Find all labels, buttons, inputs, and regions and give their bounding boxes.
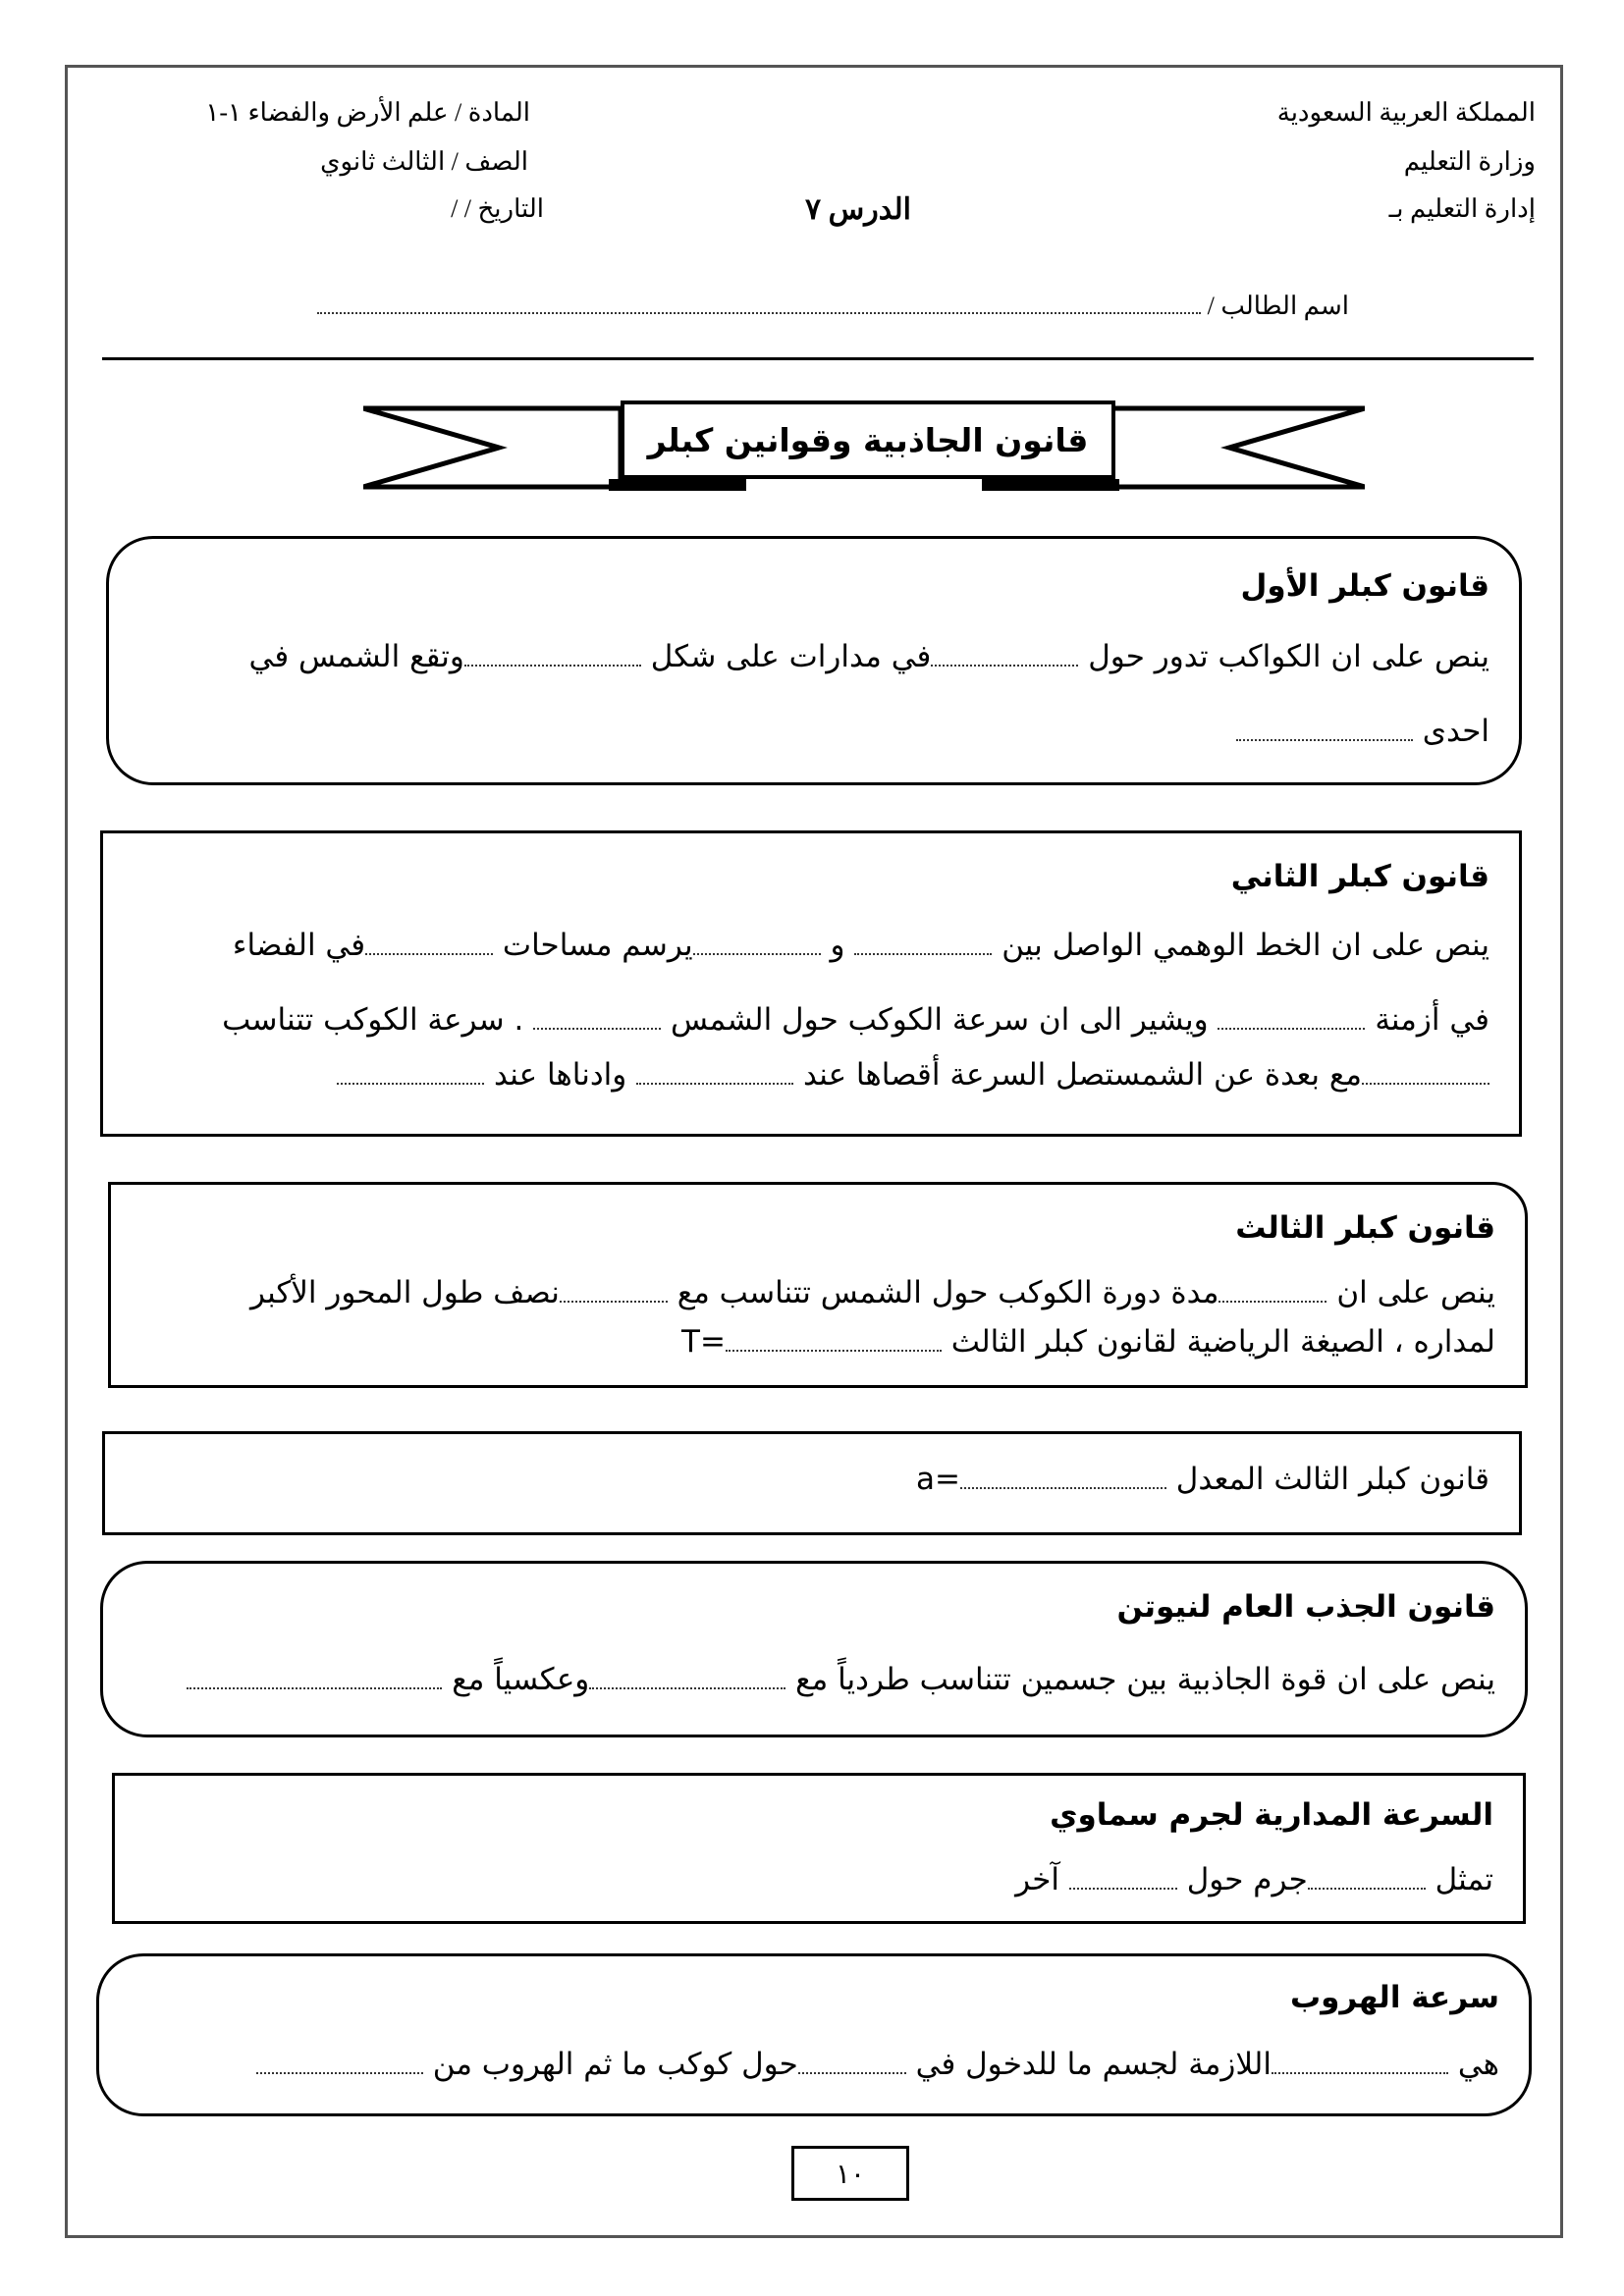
kepler1-line2 (1236, 714, 1489, 749)
kepler2-line2 (222, 1002, 1489, 1038)
kepler2-text: يرسم مساحات (502, 928, 693, 963)
kepler3mod-text: قانون كبلر الثالث المعدل (1175, 1462, 1489, 1497)
blank[interactable] (636, 1061, 793, 1085)
kepler1-text: ينص على ان الكواكب تدور حول (1088, 639, 1489, 674)
orbital-text: آخر (1015, 1862, 1059, 1897)
blank[interactable] (337, 1061, 484, 1085)
newton-box (100, 1561, 1528, 1737)
header-directorate: إدارة التعليم بـ (1388, 194, 1536, 223)
kepler2-text: و (830, 928, 845, 963)
kepler3-text: مدة دورة الكوكب حول الشمس تتناسب مع (677, 1275, 1219, 1310)
kepler2-text: . سرعة الكوكب تتناسب (222, 1002, 524, 1038)
kepler2-text: في الفضاء (232, 928, 366, 963)
orbital-line1 (1015, 1862, 1493, 1897)
blank[interactable] (1308, 1866, 1426, 1890)
blank[interactable] (1272, 2051, 1448, 2074)
blank[interactable] (1069, 1866, 1177, 1890)
student-name-label: اسم الطالب / (1207, 292, 1349, 320)
escape-line1 (256, 2047, 1499, 2082)
escape-text: حول كوكب ما ثم الهروب من (432, 2047, 798, 2082)
header-subject: المادة / علم الأرض والفضاء ١-١ (205, 98, 530, 127)
blank[interactable] (726, 1328, 942, 1352)
kepler3-modified-box (102, 1431, 1522, 1535)
kepler3-text: نصف طول المحور الأكبر (249, 1275, 560, 1310)
kepler2-line1 (233, 928, 1489, 963)
kepler1-text: وتقع الشمس في (248, 639, 464, 674)
kepler1-title: قانون كبلر الأول (1240, 568, 1489, 604)
blank[interactable] (960, 1466, 1166, 1489)
blank[interactable] (589, 1666, 785, 1689)
blank[interactable] (1362, 1061, 1489, 1085)
blank[interactable] (533, 1006, 661, 1030)
kepler2-box (100, 830, 1522, 1137)
kepler1-line1 (249, 639, 1489, 674)
header-date: التاريخ / / (451, 194, 544, 223)
lesson-number: الدرس ٧ (805, 193, 911, 226)
blank[interactable] (1218, 1006, 1365, 1030)
kepler3-box (108, 1182, 1528, 1388)
formula-a: =a (915, 1462, 960, 1497)
blank[interactable] (560, 1279, 668, 1303)
blank[interactable] (365, 932, 493, 955)
student-name-blank[interactable] (317, 291, 1201, 314)
student-name-row (317, 291, 1349, 321)
header-grade: الصف / الثالث ثانوي (320, 147, 528, 176)
kepler2-text: في أزمنة (1375, 1002, 1489, 1038)
kepler2-text: وادناها عند (494, 1057, 627, 1093)
newton-text: وعكسياً مع (452, 1662, 590, 1697)
blank[interactable] (187, 1666, 442, 1689)
header-ministry: وزارة التعليم (1403, 147, 1536, 176)
blank[interactable] (1218, 1279, 1326, 1303)
kepler3-text: لمداره ، الصيغة الرياضية لقانون كبلر الثالث (950, 1324, 1495, 1360)
escape-text: اللازمة لجسم ما للدخول في (915, 2047, 1272, 2082)
newton-line1 (187, 1662, 1495, 1697)
escape-title: سرعة الهروب (1290, 1980, 1499, 2015)
kepler2-title: قانون كبلر الثاني (1230, 859, 1489, 894)
orbital-text: تمثل (1435, 1862, 1493, 1897)
blank[interactable] (854, 932, 992, 955)
kepler1-text: في مدارات على شكل (650, 639, 932, 674)
kepler3-title: قانون كبلر الثالث (1235, 1210, 1495, 1246)
page-number: ١٠ (791, 2146, 909, 2201)
orbital-speed-box (112, 1773, 1526, 1924)
blank[interactable] (931, 643, 1078, 667)
kepler2-text: مع بعدة عن الشمس (1113, 1057, 1362, 1093)
kepler1-box (106, 536, 1522, 785)
kepler3-text: ينص على ان (1336, 1275, 1495, 1310)
page-title: قانون الجاذبية وقوانين كبلر (621, 400, 1115, 479)
kepler2-text: ويشير الى ان سرعة الكوكب حول الشمس (671, 1002, 1209, 1038)
kepler2-line3 (337, 1057, 1489, 1093)
header-divider (102, 357, 1534, 360)
blank[interactable] (256, 2051, 423, 2074)
blank[interactable] (464, 643, 641, 667)
kepler2-text: تصل السرعة أقصاها عند (802, 1057, 1114, 1093)
escape-speed-box (96, 1953, 1532, 2116)
formula-T: =T (681, 1324, 726, 1360)
blank[interactable] (693, 932, 821, 955)
kepler3-line1 (250, 1275, 1495, 1310)
kepler3mod-line1 (916, 1462, 1489, 1497)
newton-title: قانون الجذب العام لنيوتن (1116, 1589, 1495, 1625)
kepler2-text: ينص على ان الخط الوهمي الواصل بين (1001, 928, 1489, 963)
kepler3-line2 (681, 1324, 1495, 1360)
blank[interactable] (1236, 718, 1413, 741)
newton-text: ينص على ان قوة الجاذبية بين جسمين تتناسب طردياً مع (795, 1662, 1495, 1697)
escape-text: هي (1457, 2047, 1499, 2082)
blank[interactable] (798, 2051, 906, 2074)
kepler1-text: احدى (1422, 714, 1489, 749)
orbital-text: جرم حول (1186, 1862, 1308, 1897)
header-kingdom: المملكة العربية السعودية (1276, 98, 1536, 127)
orbital-title: السرعة المدارية لجرم سماوي (1050, 1797, 1493, 1833)
